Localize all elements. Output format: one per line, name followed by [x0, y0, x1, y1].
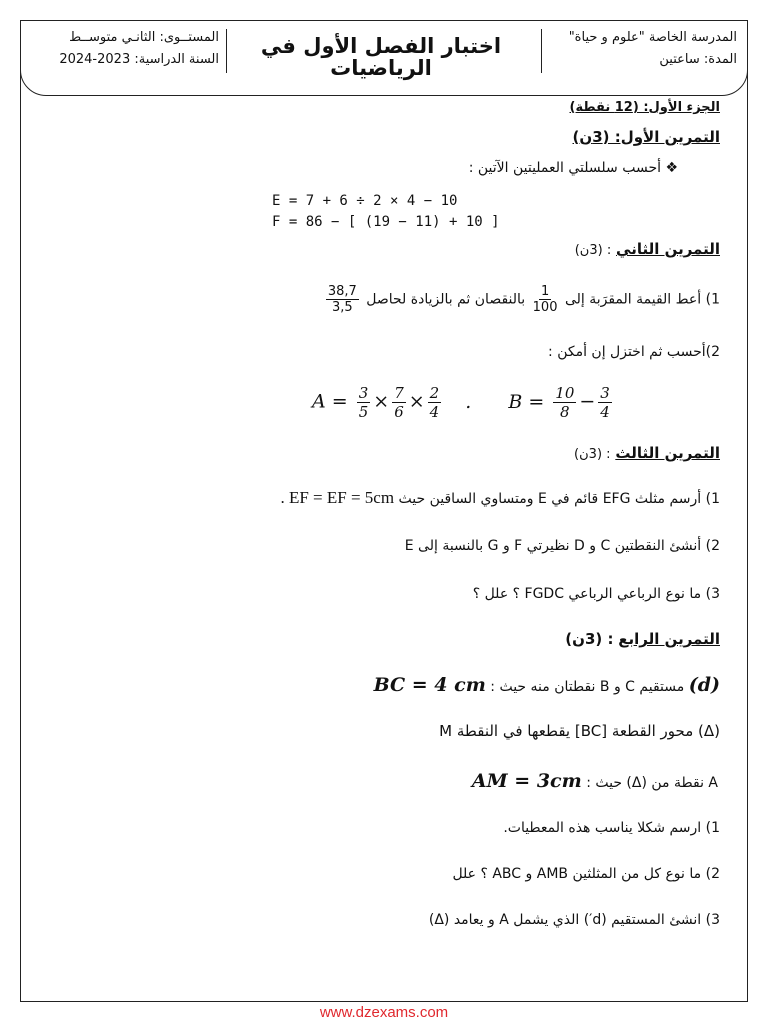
line-d: (d): [688, 674, 720, 696]
duration: المدة: ساعتين: [659, 52, 737, 67]
exercise-three-heading: [574, 444, 720, 462]
frac-den: 8: [560, 403, 570, 421]
part-one-label: الجزء الأول: (12 نقطة): [569, 100, 720, 115]
frac-num: 38,7: [327, 284, 357, 299]
exercise-three-points: : (3ن): [574, 447, 611, 462]
exercise-three-q3: 3) ما نوع الرباعي الرباعي FGDC ؟ علل ؟: [472, 586, 720, 602]
exercise-one-title: التمرين الأول: (3ن): [572, 128, 720, 146]
header-divider-right: [541, 29, 542, 73]
class-info: [39, 27, 219, 71]
exercise-four-points: : (3ن): [565, 630, 614, 648]
frac-den: 100: [532, 300, 558, 315]
b-label: B =: [508, 390, 545, 413]
q1-math: . EF = EF = 5cm: [280, 488, 395, 507]
q1-pre: 1) أعط القيمة المقرَبة إلى: [564, 291, 720, 308]
exercise-four-line3: [472, 770, 718, 792]
fraction-1-100: [533, 284, 558, 315]
expression-e: E = 7 + 6 ÷ 2 × 4 − 10: [272, 193, 458, 209]
exercise-three-title: التمرين الثالث: [615, 444, 720, 462]
frac-num: 7: [394, 384, 404, 402]
exercise-four-heading: [565, 630, 720, 648]
frac-num: 10: [555, 384, 575, 402]
school-info: [537, 27, 737, 71]
level: المستــوى: الثانـي متوســط: [69, 30, 219, 45]
frac-num: 2: [429, 384, 440, 402]
q1-text: 1) أرسم مثلث EFG قائم في E ومتساوي الساقين حيث: [398, 491, 720, 507]
exercise-four-q2: 2) ما نوع كل من المثلثين AMB و ABC ؟ علل: [452, 866, 720, 882]
exercise-four-title: التمرين الرابع: [618, 630, 720, 648]
separator: .: [465, 390, 472, 413]
frac-num: 1: [540, 284, 550, 299]
am-length: AM = 3cm: [471, 770, 582, 792]
exercise-two-heading: [575, 240, 720, 258]
frac-den: 5: [358, 403, 369, 421]
exercise-two-title: التمرين الثاني: [616, 240, 720, 258]
exercise-four-q1: 1) ارسم شكلا يناسب هذه المعطيات.: [503, 820, 720, 836]
exercise-three-q2: 2) أنشئ النقطتين C و D نظيرتي F و G بالنسبة إلى E: [404, 538, 720, 554]
line1-text: مستقيم C و B نقطتان منه حيث :: [490, 679, 685, 695]
frac-den: 3,5: [332, 300, 353, 315]
exercise-one-instruction: ❖ أحسب سلسلتي العمليتين الآتين :: [468, 160, 678, 176]
frac-den: 6: [394, 403, 404, 421]
exercise-four-q3: 3) انشئ المستقيم (d′) الذي يشمل A و يعامد (Δ): [428, 912, 720, 928]
exercise-four-line1: [374, 674, 720, 696]
exercise-three-q1: [40, 488, 720, 508]
a-frac-1: [357, 384, 371, 421]
bc-length: BC = 4 cm: [373, 674, 486, 696]
a-frac-3: [428, 384, 442, 421]
frac-num: 3: [600, 384, 610, 402]
b-frac-2: [598, 384, 612, 421]
frac-den: 4: [429, 403, 440, 421]
exercise-two-q1: [323, 284, 720, 315]
exercise-two-points: : (3ن): [574, 243, 612, 258]
exam-header: [20, 20, 748, 96]
frac-den: 4: [600, 403, 610, 421]
footer-website[interactable]: www.dzexams.com: [319, 1004, 449, 1021]
exam-title: اختبار الفصل الأول في الرياضيات: [260, 34, 502, 80]
exercise-four-line2: (Δ) محور القطعة [BC] يقطعها في النقطة M: [439, 722, 720, 740]
header-divider-left: [226, 29, 227, 73]
a-frac-2: [392, 384, 406, 421]
a-label: A =: [312, 390, 348, 413]
expression-a-b: A = $\frac{3}{5}$ × $\frac{7}{6}$ × $\frac{2}{4}$ . B = $\frac{10}{8}$ − $\frac{3}{4}$: [312, 384, 610, 421]
b-frac-1: [553, 384, 576, 421]
school-year: السنة الدراسية: 2023-2024: [59, 52, 219, 67]
line3-text: A نقطة من (Δ) حيث :: [586, 775, 718, 791]
exercise-two-q2: 2)أحسب ثم اختزل إن أمكن :: [548, 344, 720, 360]
frac-num: 3: [358, 384, 369, 402]
school-name: المدرسة الخاصة "علوم و حياة": [568, 30, 737, 45]
q1-post: بالنقصان ثم بالزيادة لحاصل: [366, 291, 526, 308]
fraction-387-35: [326, 284, 359, 315]
expression-f: F = 86 − [ (19 − 11) + 10 ]: [272, 214, 500, 230]
